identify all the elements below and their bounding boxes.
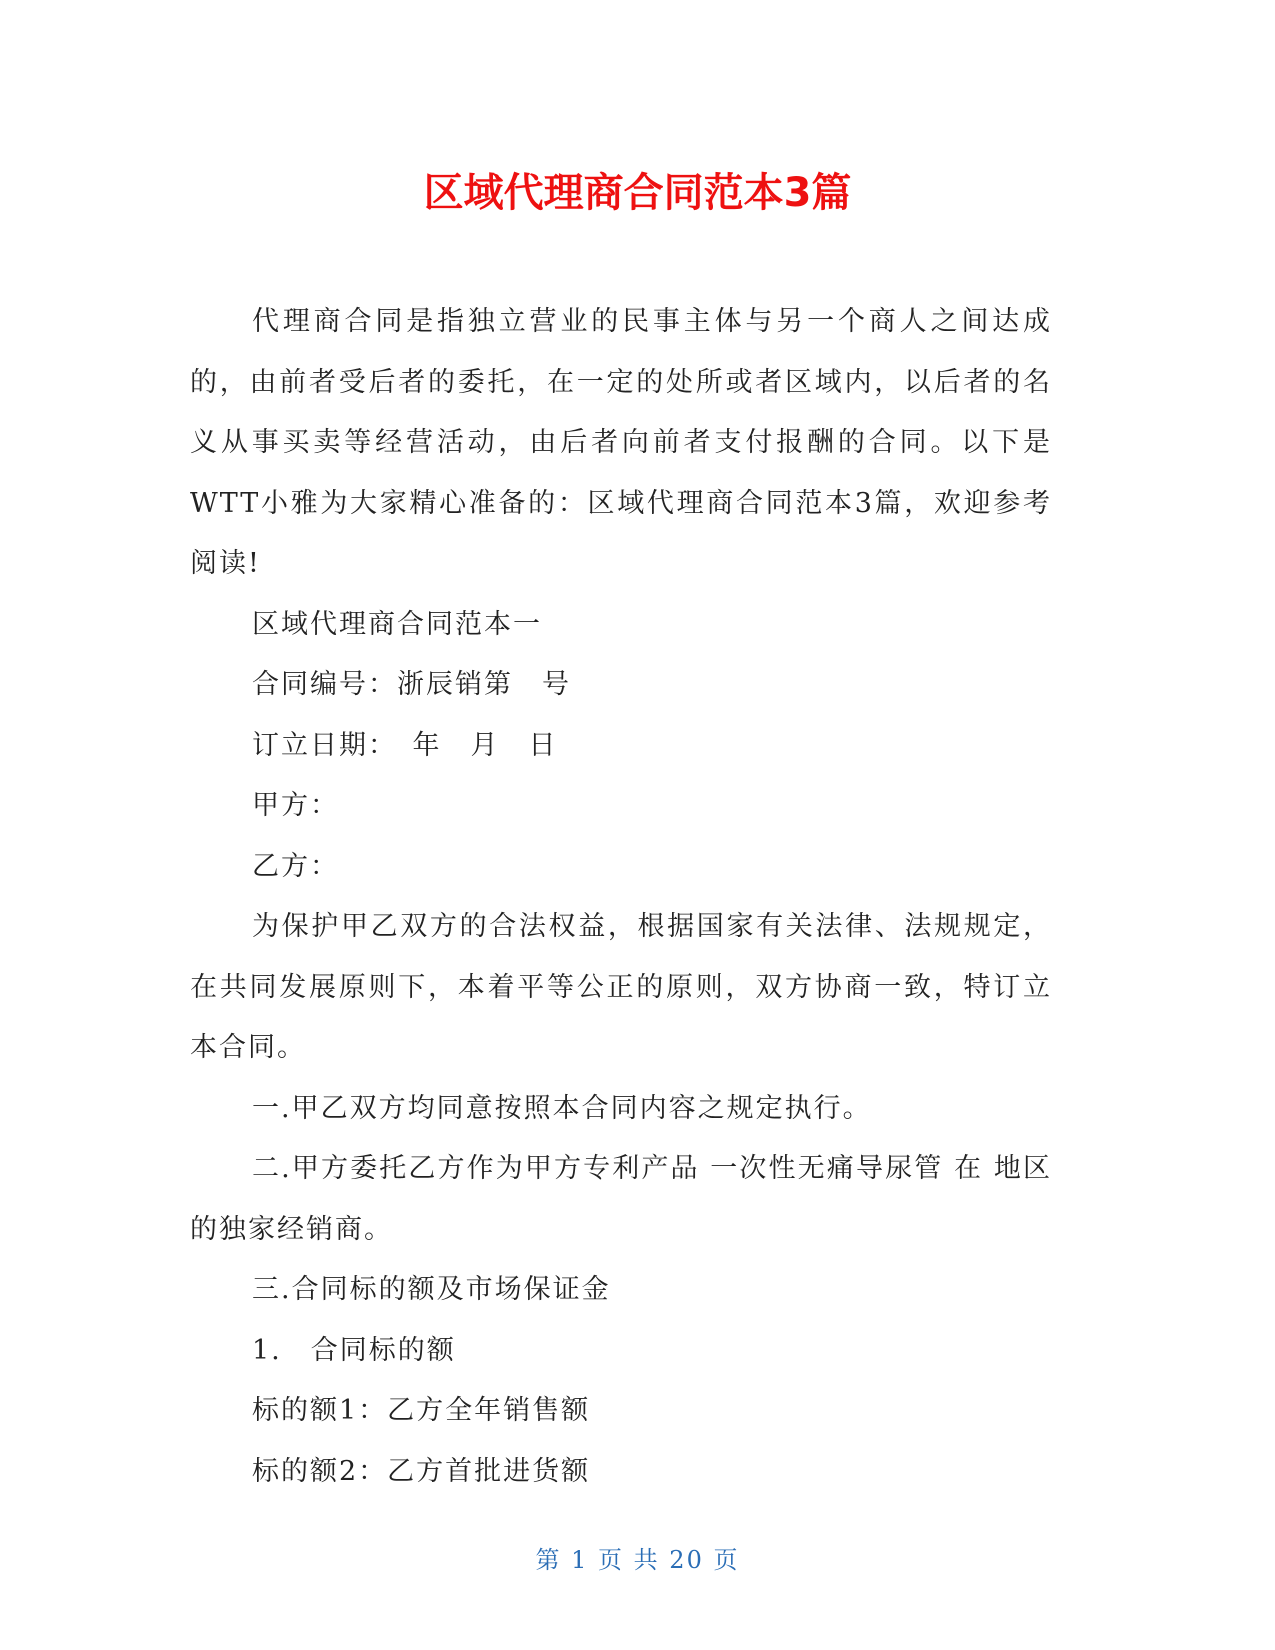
contract-number: 合同编号：浙辰销第 号 bbox=[252, 669, 571, 700]
clause-3: 三.合同标的额及市场保证金 bbox=[252, 1274, 611, 1305]
intro-paragraph: 代理商合同是指独立营业的民事主体与另一个商人之间达成的，由前者受后者的委托，在一定的处所或者区域内，以后者的名义从事买卖等经营活动，由后者向前者支付报酬的合同。以下是WTT小雅为大家精心准备的：区域代理商合同范本3篇，欢迎参考阅读! bbox=[190, 306, 1052, 579]
party-a: 甲方： bbox=[252, 790, 339, 821]
clause-1: 一.甲乙双方均同意按照本合同内容之规定执行。 bbox=[252, 1092, 872, 1124]
clause-2: 二.甲方委托乙方作为甲方专利产品 一次性无痛导尿管 在 地区的独家经销商。 bbox=[190, 1153, 1052, 1245]
page-number: 第 1 页 共 20 页 bbox=[535, 1546, 740, 1574]
signing-date: 订立日期： 年 月 日 bbox=[252, 729, 558, 761]
document-title: 区域代理商合同范本3篇 bbox=[423, 170, 852, 216]
preamble-paragraph: 为保护甲乙双方的合法权益，根据国家有关法律、法规规定，在共同发展原则下，本着平等公正的原则，双方协商一致，特订立本合同。 bbox=[190, 911, 1052, 1063]
party-b: 乙方： bbox=[252, 850, 339, 882]
section-heading: 区域代理商合同范本一 bbox=[252, 608, 542, 640]
clause-3-1: 1. 合同标的额 bbox=[252, 1334, 456, 1366]
document-body bbox=[190, 292, 1052, 1502]
amount-2: 标的额2：乙方首批进货额 bbox=[252, 1455, 591, 1487]
amount-1: 标的额1：乙方全年销售额 bbox=[252, 1395, 591, 1426]
